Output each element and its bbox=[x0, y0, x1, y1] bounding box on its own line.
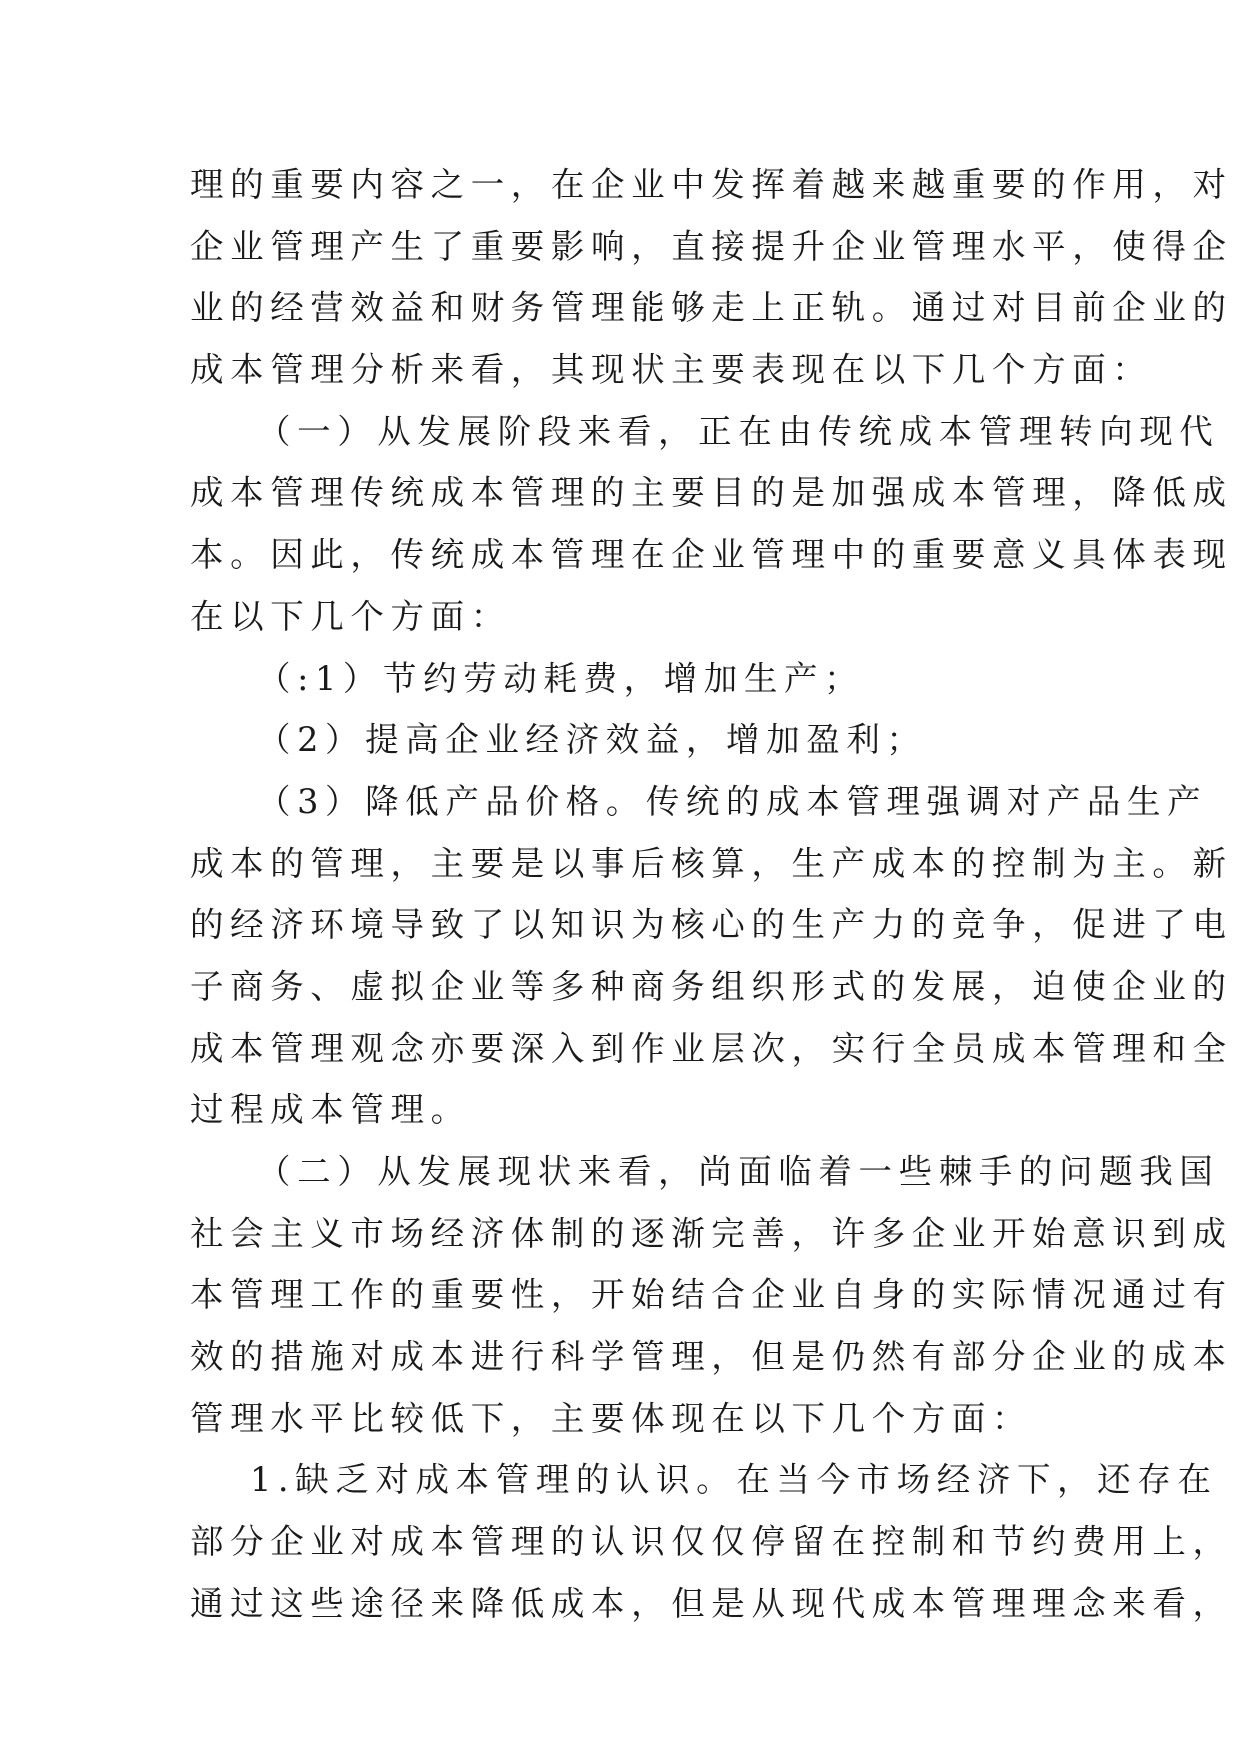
section-heading-2: （二）从发展现状来看，尚面临着一些棘手的问题我国 bbox=[257, 1152, 1220, 1191]
text-line: 通过这些途径来降低成本，但是从现代成本管理理念来看， bbox=[190, 1583, 1233, 1623]
text-line: 社会主义市场经济体制的逐渐完善，许多企业开始意识到成 bbox=[190, 1213, 1233, 1253]
text-line: 成本管理传统成本管理的主要目的是加强成本管理，降低成 bbox=[190, 473, 1233, 513]
text-line: 成本管理观念亦要深入到作业层次，实行全员成本管理和全 bbox=[190, 1028, 1233, 1068]
numbered-item: 1.缺乏对成本管理的认识。在当今市场经济下，还存在 bbox=[250, 1460, 1218, 1500]
text-line: 业的经营效益和财务管理能够走上正轨。通过对目前企业的 bbox=[190, 288, 1233, 328]
text-line: 效的措施对成本进行科学管理，但是仍然有部分企业的成本 bbox=[190, 1337, 1233, 1377]
text-line: 理的重要内容之一，在企业中发挥着越来越重要的作用，对 bbox=[190, 165, 1233, 204]
text-line: 的经济环境导致了以知识为核心的生产力的竞争，促进了电 bbox=[190, 905, 1233, 945]
list-item: （3）降低产品价格。传统的成本管理强调对产品生产 bbox=[257, 781, 1208, 821]
text-line: 子商务、虚拟企业等多种商务组织形式的发展，迫使企业的 bbox=[190, 966, 1233, 1006]
body-text bbox=[190, 154, 1233, 1635]
text-line: 企业管理产生了重要影响，直接提升企业管理水平，使得企 bbox=[190, 226, 1233, 266]
text-line: 部分企业对成本管理的认识仅仅停留在控制和节约费用上， bbox=[190, 1522, 1233, 1562]
text-line: 本管理工作的重要性，开始结合企业自身的实际情况通过有 bbox=[190, 1275, 1233, 1315]
text-line: 成本的管理，主要是以事后核算，生产成本的控制为主。新 bbox=[190, 843, 1233, 883]
list-item: （:1）节约劳动耗费，增加生产； bbox=[257, 658, 865, 698]
text-line: 管理水平比较低下，主要体现在以下几个方面： bbox=[190, 1398, 1033, 1438]
text-line: 在以下几个方面： bbox=[190, 596, 511, 636]
section-heading-1: （一）从发展阶段来看，正在由传统成本管理转向现代 bbox=[257, 411, 1220, 451]
text-line: 成本管理分析来看，其现状主要表现在以下几个方面： bbox=[190, 350, 1153, 390]
list-item: （2）提高企业经济效益，增加盈利； bbox=[257, 720, 927, 760]
text-line: 本。因此，传统成本管理在企业管理中的重要意义具体表现 bbox=[190, 535, 1233, 575]
text-line: 过程成本管理。 bbox=[190, 1090, 471, 1130]
